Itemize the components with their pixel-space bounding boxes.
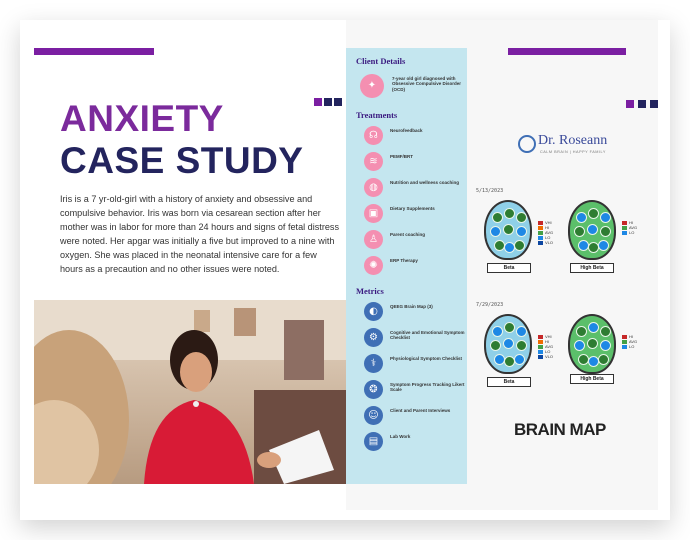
right-page [346,20,658,510]
accent-bar-right [508,48,626,55]
list-item: ✺ ERP Therapy [364,256,464,278]
lab-icon: ▤ [364,432,383,451]
head-icon: ◐ [364,302,383,321]
brain-map-beta-1 [484,200,532,260]
list-item: ❂ Symptom Progress Tracking Likert Scale [364,380,464,402]
brain-map-high-beta-1 [568,200,616,260]
list-item: ☊ Neurofeedback [364,126,464,148]
interview-icon: ☺ [364,406,383,425]
plate-icon: ◍ [364,178,383,197]
parent-icon: ♙ [364,230,383,249]
list-item: ⚕ Physiological Symptom Checklist [364,354,464,376]
title-case-study: CASE STUDY [60,140,304,181]
cognitive-icon: ⚙ [364,328,383,347]
legend: HI AVG LO [622,334,637,349]
client-text: 7-year old girl diagnosed with Obsessive Compulsive Disorder (OCD) [392,76,462,92]
pill-bottle-icon: ▣ [364,204,383,223]
accent-square [626,100,634,108]
wave-icon: ≋ [364,152,383,171]
left-page [34,20,346,510]
progress-icon: ❂ [364,380,383,399]
legend: VHI HI AVG LO VLO [538,334,553,359]
info-panel [346,48,467,484]
client-row [360,74,460,102]
brain-icon: ☊ [364,126,383,145]
star-person-icon: ✦ [360,74,384,98]
legend: HI AVG LO [622,220,637,235]
brand-name: Dr. Roseann [538,133,608,148]
date-label: 5/13/2023 [476,188,504,194]
list-item: ≋ PEMF/BRT [364,152,464,174]
legend: VHI HI AVG LO VLO [538,220,553,245]
list-item: ◍ Nutrition and wellness coaching [364,178,464,200]
caption-beta: Beta [487,263,531,273]
photo-therapist [34,300,346,484]
accent-bar-top [34,48,154,55]
stethoscope-icon: ⚕ [364,354,383,373]
date-label: 7/29/2023 [476,302,504,308]
accent-square [314,98,322,106]
caption-high-beta: High Beta [570,263,614,273]
accent-square [334,98,342,106]
list-item: ⚙ Cognitive and Emotional Symptom Checklist [364,328,464,350]
treatments-heading: Treatments [356,110,398,120]
caption-beta: Beta [487,377,531,387]
accent-square [324,98,332,106]
brain-map-high-beta-2 [568,314,616,374]
client-details-heading: Client Details [356,56,406,66]
list-item: ▣ Dietary Supplements [364,204,464,226]
therapy-icon: ✺ [364,256,383,275]
accent-square [650,100,658,108]
case-paragraph: Iris is a 7 yr-old-girl with a history of anxiety and obsessive and compulsive behavior. Iris was born via cesarean section after her mother was in labor for more than 24 hours and signs of fetal distress were noted. Her apgar was initially a five but improved to a nine with oxygen. She was placed in the neonatal intensive care for a few hours as a precaution and no other issues were noted. [60,194,340,275]
list-item: ▤ Lab Work [364,432,464,454]
caption-high-beta: High Beta [570,374,614,384]
list-item: ♙ Parent coaching [364,230,464,252]
title-anxiety: ANXIETY [60,98,224,139]
accent-square [638,100,646,108]
brand-logo-icon [518,135,536,153]
list-item: ◐ QEEG Brain Map (3) [364,302,464,324]
brain-map-title: BRAIN MAP [514,420,606,439]
list-item: ☺ Client and Parent Interviews [364,406,464,428]
metrics-heading: Metrics [356,286,384,296]
brand-tagline: CALM BRAIN | HAPPY FAMILY [540,150,606,154]
brain-map-beta-2 [484,314,532,374]
